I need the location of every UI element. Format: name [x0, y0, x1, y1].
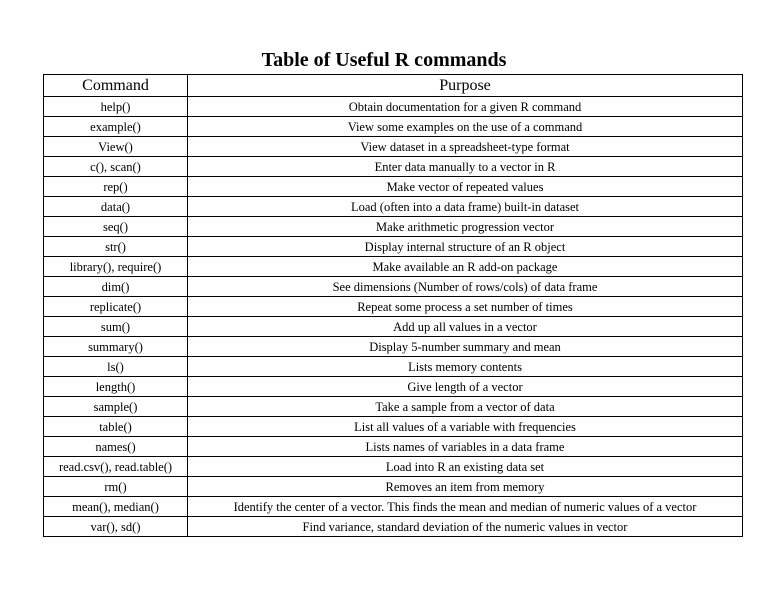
table-row — [44, 357, 743, 377]
table-row — [44, 317, 743, 337]
command-cell: rep() — [44, 177, 188, 197]
command-cell: dim() — [44, 277, 188, 297]
table-row — [44, 97, 743, 117]
table-row — [44, 157, 743, 177]
command-cell: names() — [44, 437, 188, 457]
purpose-cell: Take a sample from a vector of data — [188, 397, 743, 417]
table-row — [44, 397, 743, 417]
table-row — [44, 417, 743, 437]
table-row — [44, 437, 743, 457]
purpose-cell: Add up all values in a vector — [188, 317, 743, 337]
command-cell: sum() — [44, 317, 188, 337]
column-header-command: Command — [44, 75, 188, 97]
command-cell: ls() — [44, 357, 188, 377]
purpose-cell: Display internal structure of an R object — [188, 237, 743, 257]
command-cell: sample() — [44, 397, 188, 417]
table-header-row — [44, 75, 743, 97]
purpose-cell: Find variance, standard deviation of the numeric values in vector — [188, 517, 743, 537]
table-row — [44, 337, 743, 357]
purpose-cell: Lists names of variables in a data frame — [188, 437, 743, 457]
table-row — [44, 177, 743, 197]
command-cell: var(), sd() — [44, 517, 188, 537]
page-title: Table of Useful R commands — [261, 49, 507, 71]
purpose-cell: Obtain documentation for a given R command — [188, 97, 743, 117]
purpose-cell: See dimensions (Number of rows/cols) of data frame — [188, 277, 743, 297]
purpose-cell: List all values of a variable with frequencies — [188, 417, 743, 437]
table-row — [44, 517, 743, 537]
command-cell: c(), scan() — [44, 157, 188, 177]
table-row — [44, 237, 743, 257]
command-cell: data() — [44, 197, 188, 217]
purpose-cell: View some examples on the use of a command — [188, 117, 743, 137]
command-cell: replicate() — [44, 297, 188, 317]
table-body — [44, 97, 743, 537]
purpose-cell: Display 5-number summary and mean — [188, 337, 743, 357]
table-row — [44, 137, 743, 157]
table-row — [44, 197, 743, 217]
purpose-cell: Repeat some process a set number of times — [188, 297, 743, 317]
purpose-cell: Enter data manually to a vector in R — [188, 157, 743, 177]
table-row — [44, 477, 743, 497]
command-cell: summary() — [44, 337, 188, 357]
command-cell: example() — [44, 117, 188, 137]
table-row — [44, 297, 743, 317]
purpose-cell: Give length of a vector — [188, 377, 743, 397]
command-cell: View() — [44, 137, 188, 157]
command-cell: read.csv(), read.table() — [44, 457, 188, 477]
command-cell: library(), require() — [44, 257, 188, 277]
purpose-cell: Make available an R add-on package — [188, 257, 743, 277]
command-cell: length() — [44, 377, 188, 397]
table-row — [44, 277, 743, 297]
purpose-cell: Identify the center of a vector. This finds the mean and median of numeric values of a vector — [188, 497, 743, 517]
command-cell: help() — [44, 97, 188, 117]
commands-table — [43, 74, 743, 537]
purpose-cell: Load into R an existing data set — [188, 457, 743, 477]
table-row — [44, 257, 743, 277]
table-row — [44, 117, 743, 137]
column-header-purpose: Purpose — [188, 75, 743, 97]
command-cell: table() — [44, 417, 188, 437]
command-cell: rm() — [44, 477, 188, 497]
table-row — [44, 497, 743, 517]
purpose-cell: Make vector of repeated values — [188, 177, 743, 197]
table-row — [44, 457, 743, 477]
purpose-cell: View dataset in a spreadsheet-type format — [188, 137, 743, 157]
purpose-cell: Load (often into a data frame) built-in dataset — [188, 197, 743, 217]
table-row — [44, 377, 743, 397]
command-cell: mean(), median() — [44, 497, 188, 517]
table-row — [44, 217, 743, 237]
command-cell: seq() — [44, 217, 188, 237]
command-cell: str() — [44, 237, 188, 257]
purpose-cell: Lists memory contents — [188, 357, 743, 377]
purpose-cell: Make arithmetic progression vector — [188, 217, 743, 237]
purpose-cell: Removes an item from memory — [188, 477, 743, 497]
